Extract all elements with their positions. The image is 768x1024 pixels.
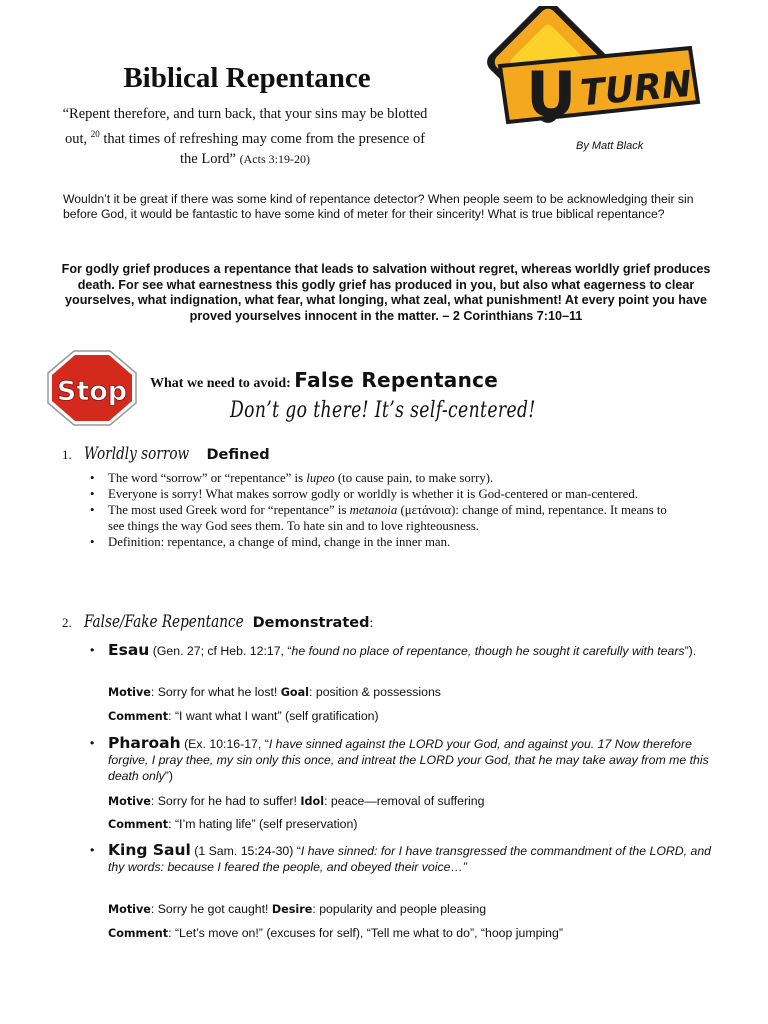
comment-label: Comment <box>108 818 169 831</box>
verse-number: 20 <box>90 129 100 139</box>
false-repentance-heading: False Repentance <box>294 368 499 392</box>
section-bold-title: Demonstrated <box>247 615 370 631</box>
goal-text: : position & possessions <box>309 685 441 699</box>
comment-line <box>108 926 563 940</box>
list-item <box>86 735 716 784</box>
reference: (Ex. 10:16-17, “ <box>180 737 269 751</box>
section-2-heading <box>62 612 373 632</box>
verse-text-2: that times of refreshing may come from the presence of the Lord” <box>99 130 426 167</box>
motive-text: : Sorry for what he lost! <box>150 685 281 699</box>
verse-text: “Repent therefore, and turn back, that your sins may be blotted out, <box>62 106 428 147</box>
idol-text: : peace—removal of suffering <box>324 794 485 808</box>
avoid-lead: What we need to avoid: <box>150 376 295 391</box>
person-name: Esau <box>108 641 150 659</box>
section-script-title: False/Fake Repentance <box>84 612 244 632</box>
quote-close: ”). <box>684 644 697 658</box>
section-number: 1. <box>62 447 72 462</box>
comment-line <box>108 709 379 723</box>
motive-label: Motive <box>108 903 151 916</box>
quote: I have sinned against the LORD your God, and against you. 17 Now therefore forgive, I pray thee, my sin only this once, and intreat the LORD your God, that he may take away from me this death only <box>108 737 709 783</box>
comment-line <box>108 817 357 831</box>
quote: he found no place of repentance, though he sought it carefully with tears <box>291 644 685 658</box>
reference: (Gen. 27; cf Heb. 12:17, “ <box>149 644 292 658</box>
example-esau <box>86 642 716 659</box>
list-item <box>86 642 716 659</box>
list-item <box>86 503 686 533</box>
motive-label: Motive <box>108 686 151 699</box>
idol-label: Idol <box>300 795 325 808</box>
text: The word “sorrow” or “repentance” is <box>108 471 307 485</box>
list-item <box>86 842 716 875</box>
greek-term: lupeo <box>306 471 335 485</box>
greek-term: metanoia <box>349 503 398 518</box>
quote: I have sinned: for I have transgressed the commandment of the LORD, and thy words: because I feared the people, and obeyed their voice…” <box>108 844 711 874</box>
comment-text: : “I’m hating life” (self preservation) <box>168 817 358 831</box>
avoid-heading <box>150 368 498 392</box>
section-script-title: Worldly sorrow <box>84 444 190 464</box>
example-king-saul <box>86 842 716 875</box>
motive-line <box>108 685 441 699</box>
verse-reference: (Acts 3:19-20) <box>239 151 310 166</box>
page-title: Biblical Repentance <box>123 62 371 94</box>
comment-label: Comment <box>108 710 169 723</box>
section-bold-title: Defined <box>201 447 270 463</box>
u-turn-logo <box>440 6 710 146</box>
comment-label: Comment <box>108 927 169 940</box>
person-name: Pharoah <box>108 734 181 752</box>
colon: : <box>369 616 374 631</box>
stop-sign-icon <box>46 349 138 427</box>
example-pharoah <box>86 735 716 784</box>
text: (μετάνοια): change of mind, repentance. It means to see things the way God sees them. To hate sin and to love righteousness. <box>108 503 667 533</box>
motive-line <box>108 794 484 808</box>
motive-text: : Sorry for he had to suffer! <box>150 794 301 808</box>
text: (to cause pain, to make sorry). <box>334 471 494 485</box>
goal-label: Goal <box>280 686 310 699</box>
list-item: • Everyone is sorry! What makes sorrow godly or worldly is whether it is God-centered or man-centered. <box>86 487 686 502</box>
comment-text: : “I want what I want” (self gratification) <box>168 709 379 723</box>
desire-text: : popularity and people pleasing <box>312 902 487 916</box>
motive-line <box>108 902 486 916</box>
text: The most used Greek word for “repentance” is <box>108 503 350 518</box>
quote-close: ”) <box>164 769 173 783</box>
section-1-heading <box>62 444 270 464</box>
comment-text: : “Let’s move on!” (excuses for self), “Tell me what to do”, “hoop jumping” <box>168 926 563 940</box>
logo-u-letter: U <box>526 58 577 131</box>
desire-label: Desire <box>271 903 313 916</box>
person-name: King Saul <box>108 841 191 859</box>
stop-sign-text: Stop <box>56 376 128 407</box>
section-number: 2. <box>62 615 72 630</box>
opening-verse <box>62 104 428 169</box>
list-item: • Definition: repentance, a change of mind, change in the inner man. <box>86 535 686 550</box>
motive-label: Motive <box>108 795 151 808</box>
intro-paragraph: Wouldn’t it be great if there was some kind of repentance detector? When people seem to be acknowledging their sin before God, it would be fantastic to have some kind of meter for their sincerity! What is true biblical repentance? <box>63 192 694 221</box>
motive-text: : Sorry he got caught! <box>150 902 272 916</box>
definition-list <box>86 471 686 551</box>
slogan: Don’t go there! It’s self-centered! <box>230 398 536 423</box>
reference: (1 Sam. 15:24-30) “ <box>190 844 301 858</box>
author-byline: By Matt Black <box>576 140 644 152</box>
list-item <box>86 471 686 486</box>
scripture-quote: For godly grief produces a repentance that leads to salvation without regret, whereas worldly grief produces death. For see what earnestness this godly grief has produced in you, but also what eagerness to clear yourselves, what indignation, what fear, what longing, what zeal, what punishment! At every point you have proved yourselves innocent in the matter. – 2 Corinthians 7:10–11 <box>61 262 711 323</box>
logo-turn-text: TURN <box>578 63 694 115</box>
